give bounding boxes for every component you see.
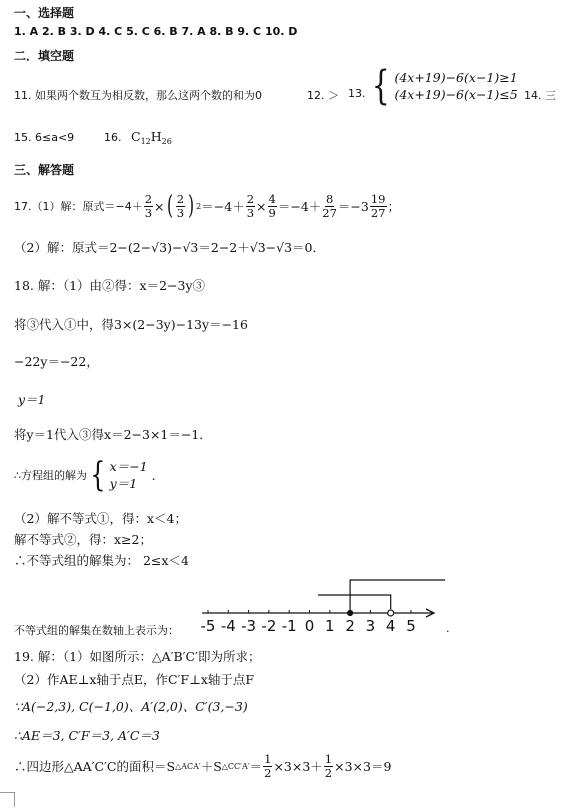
period: . <box>151 467 156 483</box>
tick-label: 1 <box>325 617 335 635</box>
q17-part2: （2）解：原式＝2−(2−√3)−√3＝2−2＋√3−√3＝0． <box>14 240 326 255</box>
plus-term: ＋S <box>200 759 222 774</box>
hollow-point <box>388 610 394 616</box>
numline-end: . <box>446 622 450 635</box>
fill-q13-system <box>368 63 518 109</box>
subscript: △ACA′ <box>175 761 201 771</box>
denominator: 2 <box>264 765 272 780</box>
numerator: 1 <box>264 751 272 766</box>
tick-label: 5 <box>406 617 416 635</box>
semicolon: ； <box>387 199 401 214</box>
numerator: 4 <box>268 191 276 206</box>
denominator: 3 <box>176 205 185 220</box>
tick-label: -1 <box>281 617 297 635</box>
fill-q16-label: 16. <box>104 131 122 144</box>
equals-term: ＝−3 <box>337 199 369 214</box>
equals-term: ＝−4＋ <box>201 199 245 214</box>
fraction <box>268 193 277 220</box>
fraction <box>176 193 185 220</box>
fill-q13-line1: (4x+19)−6(x−1)≥1 <box>394 70 518 85</box>
number-line <box>196 574 446 640</box>
ray-x-ge-2 <box>350 580 445 613</box>
q18-solution-y: y＝1 <box>109 476 138 491</box>
fraction <box>263 753 272 780</box>
numerator: 19 <box>370 191 386 206</box>
q18-line8: 解不等式②，得：x≥2； <box>14 532 152 547</box>
fraction <box>370 193 387 220</box>
numerator: 8 <box>325 191 334 206</box>
fill-q11: 11. 如果两个数互为相反数，那么这两个数的和为0 <box>14 89 262 102</box>
tick-label: -5 <box>200 617 216 635</box>
tick-label: -4 <box>220 617 236 635</box>
carbon-symbol: C <box>131 129 141 144</box>
tick-label: 0 <box>304 617 315 635</box>
numerator: 2 <box>144 191 153 206</box>
q19-line1: 19. 解：（1）如图所示：△A′B′C′即为所求； <box>14 649 261 664</box>
choice-section-title: 一、选择题 <box>14 6 75 20</box>
q17-part1 <box>14 186 400 226</box>
paren-close: ) <box>188 191 195 221</box>
q18-line3: −22y＝−22， <box>14 354 99 369</box>
product-term: ×3×3＋ <box>273 759 323 774</box>
equals-term: ＝−4＋ <box>277 199 322 214</box>
fill-q16-formula <box>131 129 172 146</box>
denominator: 3 <box>144 205 153 220</box>
hydrogen-count: 26 <box>161 137 172 146</box>
choice-answers: 1. A 2. B 3. D 4. C 5. C 6. B 7. A 8. B 9. C 10. D <box>14 25 298 38</box>
tick-label: 3 <box>365 617 376 635</box>
tick-label: -2 <box>261 617 277 635</box>
q19-line3: ∵A(−2,3), C(−1,0)、A′(2,0)、C′(3,−3) <box>14 699 248 714</box>
page-corner-mark <box>0 792 15 807</box>
fraction <box>322 193 337 220</box>
number-line-ticks <box>201 610 416 635</box>
q18-line2: 将③代入①中，得3×(2−3y)−13y＝−16 <box>14 317 248 332</box>
exponent: 2 <box>196 201 202 211</box>
solve-section-title: 三、解答题 <box>14 163 75 177</box>
q19-line5 <box>14 750 391 782</box>
numerator: 2 <box>176 191 185 206</box>
q19-area-prefix: ∴四边形△AA′C′C的面积＝S <box>14 759 176 774</box>
fill-q15: 15. 6≤a<9 <box>14 131 75 144</box>
denominator: 9 <box>268 205 276 220</box>
denominator: 27 <box>322 205 337 220</box>
fill-q13-label: 13. <box>348 87 366 100</box>
fill-q13-line2: (4x+19)−6(x−1)≤5 <box>394 87 518 102</box>
hydrogen-symbol: H <box>150 129 162 144</box>
times-sign: × <box>256 198 267 214</box>
carbon-count: 12 <box>140 137 151 146</box>
tick-label: -3 <box>241 617 257 635</box>
tick-label: 2 <box>345 617 355 635</box>
solution-marks <box>318 580 445 616</box>
numline-caption: 不等式组的解集在数轴上表示为： <box>14 624 179 637</box>
subscript: △CC′A′ <box>221 761 250 771</box>
q18-line1: 18. 解：（1）由②得：x＝2−3y③ <box>14 278 206 293</box>
q18-solution-prefix: ∴方程组的解为 <box>14 469 87 482</box>
tick-label: 4 <box>385 617 396 635</box>
equals-sign: ＝ <box>249 759 263 774</box>
numerator: 2 <box>246 191 255 206</box>
fill-q12: 12. ＞ <box>307 89 339 102</box>
q18-solution <box>14 455 156 495</box>
q18-line7: （2）解不等式①，得：x＜4； <box>14 511 187 526</box>
fraction <box>144 193 153 220</box>
denominator: 2 <box>324 765 333 780</box>
times-sign: × <box>154 198 165 214</box>
q18-solution-x: x＝−1 <box>109 459 148 474</box>
system-brace: { <box>371 63 390 109</box>
q19-line2: （2）作AE⊥x轴于点E，作C′F⊥x轴于点F <box>14 672 255 687</box>
paren-open: ( <box>166 191 173 221</box>
system-brace: { <box>90 455 106 495</box>
q19-line4: ∴AE＝3, C′F＝3, A′C＝3 <box>14 728 160 743</box>
q17-prefix: 17.（1）解：原式＝−4＋ <box>14 200 143 213</box>
fraction <box>324 753 333 780</box>
ray-x-lt-4 <box>318 595 391 609</box>
product-result: ×3×3＝9 <box>334 759 392 774</box>
q18-line4: y＝1 <box>18 392 46 407</box>
fraction <box>246 193 255 220</box>
fill-q14: 14. 三 <box>524 89 556 102</box>
solid-point <box>348 610 353 615</box>
numerator: 1 <box>324 751 333 766</box>
fill-section-title: 二．填空题 <box>14 49 75 63</box>
q18-line9: ∴不等式组的解集为： 2≤x＜4 <box>14 553 189 568</box>
q18-line5: 将y＝1代入③得x＝2−3×1＝−1． <box>14 427 212 442</box>
denominator: 3 <box>246 205 255 220</box>
denominator: 27 <box>370 205 386 220</box>
